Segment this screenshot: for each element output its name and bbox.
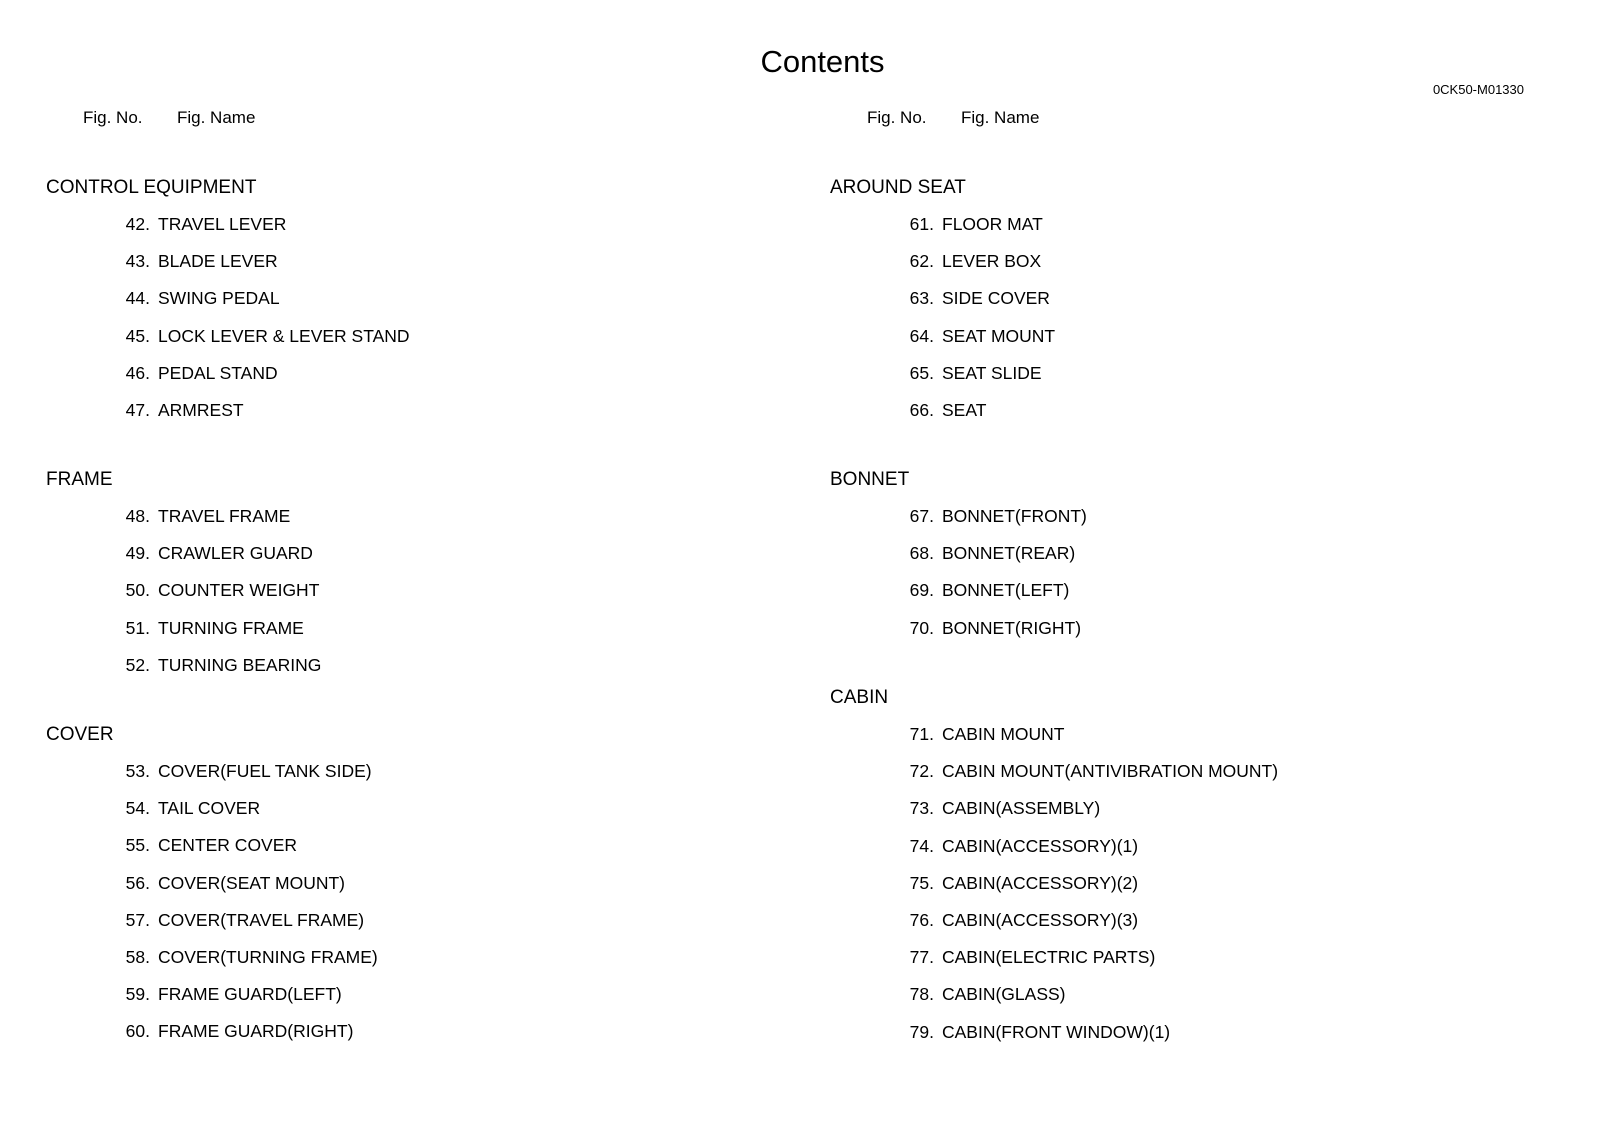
fig-name: CABIN MOUNT(ANTIVIBRATION MOUNT)	[942, 761, 1279, 782]
contents-section	[46, 469, 746, 692]
fig-name: COVER(FUEL TANK SIDE)	[158, 761, 372, 781]
fig-number: 51.	[125, 617, 150, 638]
fig-number: 53.	[125, 761, 150, 781]
contents-entry[interactable]	[46, 326, 746, 363]
section-title: CONTROL EQUIPMENT	[46, 177, 257, 198]
fig-number: 50.	[125, 580, 150, 601]
contents-entry[interactable]	[46, 400, 746, 437]
fig-number: 73.	[909, 798, 934, 819]
fig-number: 76.	[909, 909, 934, 930]
fig-name: FRAME GUARD(RIGHT)	[158, 1021, 354, 1042]
fig-name: SWING PEDAL	[158, 288, 280, 309]
fig-number: 47.	[125, 399, 150, 420]
fig-number: 75.	[909, 872, 934, 893]
fig-name: BONNET(REAR)	[942, 543, 1076, 564]
fig-name: SIDE COVER	[942, 288, 1050, 309]
fig-number: 60.	[125, 1021, 150, 1042]
fig-number: 65.	[909, 362, 934, 383]
contents-section	[830, 687, 1530, 1059]
contents-section	[46, 177, 746, 437]
fig-name: CENTER COVER	[158, 835, 298, 856]
fig-name: CABIN(ACCESSORY)(3)	[942, 909, 1139, 930]
contents-entry[interactable]	[830, 214, 1530, 251]
fig-number: 71.	[909, 724, 934, 744]
contents-entry[interactable]	[46, 363, 746, 400]
fig-number: 57.	[125, 909, 150, 930]
fig-name: COVER(TRAVEL FRAME)	[158, 909, 365, 930]
fig-number: 63.	[909, 288, 934, 309]
contents-entry[interactable]	[830, 251, 1530, 288]
fig-name: COUNTER WEIGHT	[158, 580, 320, 601]
fig-name: CABIN(FRONT WINDOW)(1)	[942, 1021, 1171, 1042]
contents-entry[interactable]	[46, 618, 746, 655]
fig-name: LOCK LEVER & LEVER STAND	[158, 325, 410, 346]
fig-name: TRAVEL FRAME	[158, 506, 291, 526]
fig-name: CABIN(ASSEMBLY)	[942, 798, 1101, 819]
contents-entry[interactable]	[46, 214, 746, 251]
fig-number: 74.	[909, 835, 934, 856]
fig-number: 61.	[909, 214, 934, 234]
fig-name: TAIL COVER	[158, 798, 261, 819]
section-title: AROUND SEAT	[830, 177, 966, 198]
fig-number: 78.	[909, 984, 934, 1005]
contents-entry[interactable]	[46, 873, 746, 910]
contents-entry[interactable]	[46, 251, 746, 288]
contents-entry[interactable]	[46, 798, 746, 835]
fig-number: 48.	[125, 506, 150, 526]
fig-number: 49.	[125, 543, 150, 564]
fig-number: 42.	[125, 214, 150, 234]
contents-entry[interactable]	[830, 798, 1530, 835]
contents-entry[interactable]	[830, 288, 1530, 325]
contents-entry[interactable]	[830, 543, 1530, 580]
fig-name: SEAT SLIDE	[942, 362, 1042, 383]
fig-number: 45.	[125, 325, 150, 346]
contents-entry[interactable]	[830, 400, 1530, 437]
contents-entry[interactable]	[830, 363, 1530, 400]
contents-entry[interactable]	[46, 288, 746, 325]
contents-entry[interactable]	[46, 543, 746, 580]
fig-number: 69.	[909, 580, 934, 601]
fig-name: FRAME GUARD(LEFT)	[158, 984, 342, 1005]
fig-name: CABIN(ELECTRIC PARTS)	[942, 947, 1156, 968]
fig-number: 67.	[909, 506, 934, 526]
fig-number: 62.	[909, 251, 934, 272]
fig-number: 77.	[909, 947, 934, 968]
fig-name: FLOOR MAT	[942, 214, 1043, 234]
contents-entry[interactable]	[46, 580, 746, 617]
fig-number: 59.	[125, 984, 150, 1005]
fig-name: SEAT	[942, 399, 987, 420]
fig-name: BONNET(RIGHT)	[942, 617, 1082, 638]
contents-entry[interactable]	[830, 910, 1530, 947]
contents-entry[interactable]	[46, 835, 746, 872]
document-code: 0CK50-M01330	[1432, 82, 1524, 97]
fig-no-header: Fig. No.	[83, 108, 143, 127]
contents-entry[interactable]	[830, 1022, 1530, 1059]
contents-entry[interactable]	[830, 724, 1530, 761]
fig-name-header: Fig. Name	[961, 108, 1040, 127]
fig-number: 64.	[909, 325, 934, 346]
fig-number: 70.	[909, 617, 934, 638]
section-title: COVER	[46, 724, 114, 745]
contents-entry[interactable]	[830, 873, 1530, 910]
section-title: CABIN	[830, 687, 889, 708]
fig-name: BONNET(LEFT)	[942, 580, 1070, 601]
fig-number: 68.	[909, 543, 934, 564]
page-title: Contents	[760, 44, 885, 79]
contents-entry[interactable]	[46, 910, 746, 947]
contents-entry[interactable]	[46, 1021, 746, 1058]
fig-number: 58.	[125, 946, 150, 967]
fig-number: 79.	[909, 1021, 934, 1042]
fig-number: 54.	[125, 798, 150, 819]
fig-number: 55.	[125, 835, 150, 856]
fig-name: TURNING BEARING	[158, 654, 322, 675]
contents-entry[interactable]	[46, 506, 746, 543]
contents-entry[interactable]	[46, 984, 746, 1021]
contents-entry[interactable]	[830, 618, 1530, 655]
fig-name: BLADE LEVER	[158, 251, 278, 272]
fig-name: TURNING FRAME	[158, 617, 304, 638]
fig-name: CRAWLER GUARD	[158, 543, 313, 564]
contents-entry[interactable]	[830, 836, 1530, 873]
contents-entry[interactable]	[46, 761, 746, 798]
section-title: BONNET	[830, 469, 910, 490]
fig-name: LEVER BOX	[942, 251, 1042, 272]
fig-number: 52.	[125, 654, 150, 675]
fig-name: CABIN(ACCESSORY)(2)	[942, 872, 1139, 893]
fig-name: PEDAL STAND	[158, 362, 278, 383]
contents-entry[interactable]	[46, 947, 746, 984]
fig-name: CABIN MOUNT	[942, 724, 1065, 744]
fig-name: CABIN(ACCESSORY)(1)	[942, 835, 1139, 856]
contents-section	[46, 724, 746, 1059]
contents-section	[830, 177, 1530, 437]
fig-name: ARMREST	[158, 399, 244, 420]
fig-number: 56.	[125, 872, 150, 893]
fig-number: 46.	[125, 362, 150, 383]
fig-name: TRAVEL LEVER	[158, 214, 287, 234]
contents-entry[interactable]	[46, 655, 746, 692]
contents-entry[interactable]	[830, 580, 1530, 617]
contents-entry[interactable]	[830, 947, 1530, 984]
contents-entry[interactable]	[830, 984, 1530, 1021]
fig-name-header: Fig. Name	[177, 108, 256, 127]
fig-name: COVER(SEAT MOUNT)	[158, 872, 345, 893]
fig-no-header: Fig. No.	[867, 108, 927, 127]
contents-entry[interactable]	[830, 326, 1530, 363]
fig-number: 72.	[909, 761, 934, 782]
fig-number: 43.	[125, 251, 150, 272]
fig-number: 66.	[909, 399, 934, 420]
fig-number: 44.	[125, 288, 150, 309]
fig-name: SEAT MOUNT	[942, 325, 1056, 346]
fig-name: COVER(TURNING FRAME)	[158, 946, 378, 967]
fig-name: BONNET(FRONT)	[942, 506, 1087, 526]
contents-entry[interactable]	[830, 761, 1530, 798]
contents-section	[830, 469, 1530, 655]
fig-name: CABIN(GLASS)	[942, 984, 1066, 1005]
section-title: FRAME	[46, 469, 113, 490]
contents-entry[interactable]	[830, 506, 1530, 543]
